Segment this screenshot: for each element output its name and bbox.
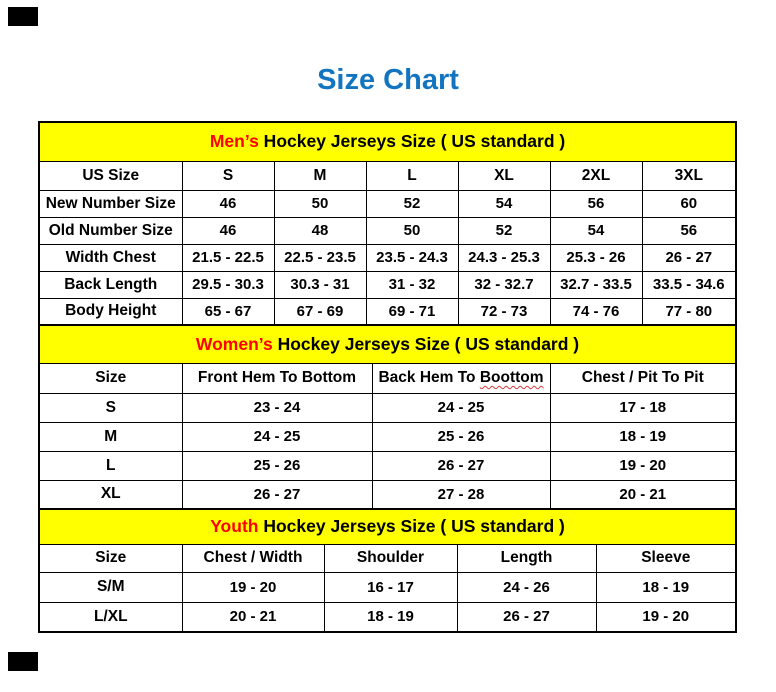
womens-cell: 23 - 24 bbox=[182, 393, 372, 422]
womens-row-label: M bbox=[39, 422, 182, 451]
youth-banner-text: Hockey Jerseys Size ( US standard ) bbox=[258, 516, 565, 537]
mens-cell: 32.7 - 33.5 bbox=[550, 271, 642, 298]
size-tables bbox=[38, 121, 738, 633]
womens-cell: 24 - 25 bbox=[372, 393, 550, 422]
mens-size-table bbox=[38, 121, 737, 326]
mens-banner-highlight: Men’s bbox=[209, 131, 259, 152]
youth-table-row bbox=[39, 602, 736, 632]
mens-cell: 56 bbox=[642, 217, 736, 244]
mens-cell: 54 bbox=[550, 217, 642, 244]
mens-row-label: Old Number Size bbox=[39, 217, 182, 244]
mens-cell: 69 - 71 bbox=[366, 298, 458, 325]
womens-table-row bbox=[39, 393, 736, 422]
youth-column-header: Chest / Width bbox=[182, 544, 324, 572]
mens-cell: 50 bbox=[274, 190, 366, 217]
mens-banner bbox=[39, 122, 736, 161]
youth-banner-highlight: Youth bbox=[210, 516, 259, 537]
youth-column-header: Size bbox=[39, 544, 182, 572]
youth-cell: 24 - 26 bbox=[457, 572, 596, 602]
womens-column-header bbox=[372, 363, 550, 393]
mens-table-row bbox=[39, 217, 736, 244]
mens-cell: 30.3 - 31 bbox=[274, 271, 366, 298]
mens-column-header: US Size bbox=[39, 161, 182, 190]
mens-table-row bbox=[39, 190, 736, 217]
youth-cell: 18 - 19 bbox=[324, 602, 457, 632]
youth-row-label: L/XL bbox=[39, 602, 182, 632]
mens-row-label: Body Height bbox=[39, 298, 182, 325]
mens-cell: 33.5 - 34.6 bbox=[642, 271, 736, 298]
mens-cell: 29.5 - 30.3 bbox=[182, 271, 274, 298]
youth-cell: 19 - 20 bbox=[182, 572, 324, 602]
mens-cell: 26 - 27 bbox=[642, 244, 736, 271]
youth-column-header: Shoulder bbox=[324, 544, 457, 572]
womens-header-row bbox=[39, 363, 736, 393]
womens-row-label: L bbox=[39, 451, 182, 480]
youth-column-header: Sleeve bbox=[596, 544, 736, 572]
womens-column-header-text: Back Hem To bbox=[378, 369, 480, 386]
mens-banner-row bbox=[39, 122, 736, 161]
youth-table-row bbox=[39, 572, 736, 602]
mens-cell: 31 - 32 bbox=[366, 271, 458, 298]
youth-header-row bbox=[39, 544, 736, 572]
mens-cell: 56 bbox=[550, 190, 642, 217]
youth-cell: 19 - 20 bbox=[596, 602, 736, 632]
mens-header-row bbox=[39, 161, 736, 190]
youth-cell: 16 - 17 bbox=[324, 572, 457, 602]
mens-cell: 48 bbox=[274, 217, 366, 244]
womens-cell: 19 - 20 bbox=[550, 451, 736, 480]
womens-cell: 25 - 26 bbox=[182, 451, 372, 480]
youth-cell: 26 - 27 bbox=[457, 602, 596, 632]
mens-cell: 24.3 - 25.3 bbox=[458, 244, 550, 271]
womens-row-label: S bbox=[39, 393, 182, 422]
corner-mark-top bbox=[8, 7, 38, 26]
youth-row-label: S/M bbox=[39, 572, 182, 602]
mens-cell: 60 bbox=[642, 190, 736, 217]
mens-cell: 54 bbox=[458, 190, 550, 217]
mens-row-label: New Number Size bbox=[39, 190, 182, 217]
mens-cell: 46 bbox=[182, 217, 274, 244]
mens-row-label: Back Length bbox=[39, 271, 182, 298]
mens-column-header: XL bbox=[458, 161, 550, 190]
mens-cell: 67 - 69 bbox=[274, 298, 366, 325]
mens-table-row bbox=[39, 298, 736, 325]
youth-cell: 18 - 19 bbox=[596, 572, 736, 602]
womens-misspelled-word: Boottom bbox=[479, 369, 544, 386]
womens-table-row bbox=[39, 422, 736, 451]
youth-column-header: Length bbox=[457, 544, 596, 572]
mens-table-row bbox=[39, 271, 736, 298]
mens-column-header: S bbox=[182, 161, 274, 190]
mens-row-label: Width Chest bbox=[39, 244, 182, 271]
mens-cell: 22.5 - 23.5 bbox=[274, 244, 366, 271]
womens-size-table bbox=[38, 324, 737, 510]
womens-cell: 24 - 25 bbox=[182, 422, 372, 451]
mens-cell: 21.5 - 22.5 bbox=[182, 244, 274, 271]
womens-cell: 20 - 21 bbox=[550, 480, 736, 509]
mens-column-header: L bbox=[366, 161, 458, 190]
womens-banner-row bbox=[39, 325, 736, 363]
mens-column-header: 2XL bbox=[550, 161, 642, 190]
mens-cell: 74 - 76 bbox=[550, 298, 642, 325]
mens-table-row bbox=[39, 244, 736, 271]
youth-banner-row bbox=[39, 509, 736, 544]
womens-cell: 26 - 27 bbox=[182, 480, 372, 509]
womens-banner-highlight: Women’s bbox=[195, 333, 273, 354]
youth-banner bbox=[39, 509, 736, 544]
mens-cell: 32 - 32.7 bbox=[458, 271, 550, 298]
youth-cell: 20 - 21 bbox=[182, 602, 324, 632]
womens-column-header: Size bbox=[39, 363, 182, 393]
womens-cell: 17 - 18 bbox=[550, 393, 736, 422]
youth-size-table bbox=[38, 508, 737, 633]
womens-column-header: Chest / Pit To Pit bbox=[550, 363, 736, 393]
mens-banner-text: Hockey Jerseys Size ( US standard ) bbox=[258, 131, 566, 152]
page-title: Size Chart bbox=[317, 64, 459, 96]
mens-cell: 77 - 80 bbox=[642, 298, 736, 325]
mens-cell: 50 bbox=[366, 217, 458, 244]
womens-table-row bbox=[39, 480, 736, 509]
womens-banner-text: Hockey Jerseys Size ( US standard ) bbox=[272, 333, 580, 354]
mens-cell: 52 bbox=[366, 190, 458, 217]
womens-column-header: Front Hem To Bottom bbox=[182, 363, 372, 393]
mens-cell: 72 - 73 bbox=[458, 298, 550, 325]
mens-cell: 23.5 - 24.3 bbox=[366, 244, 458, 271]
womens-banner bbox=[39, 325, 736, 363]
mens-column-header: 3XL bbox=[642, 161, 736, 190]
mens-cell: 52 bbox=[458, 217, 550, 244]
womens-cell: 26 - 27 bbox=[372, 451, 550, 480]
mens-cell: 46 bbox=[182, 190, 274, 217]
mens-cell: 25.3 - 26 bbox=[550, 244, 642, 271]
womens-table-row bbox=[39, 451, 736, 480]
mens-column-header: M bbox=[274, 161, 366, 190]
womens-cell: 25 - 26 bbox=[372, 422, 550, 451]
womens-row-label: XL bbox=[39, 480, 182, 509]
mens-cell: 65 - 67 bbox=[182, 298, 274, 325]
womens-cell: 27 - 28 bbox=[372, 480, 550, 509]
corner-mark-bottom bbox=[8, 652, 38, 671]
womens-cell: 18 - 19 bbox=[550, 422, 736, 451]
